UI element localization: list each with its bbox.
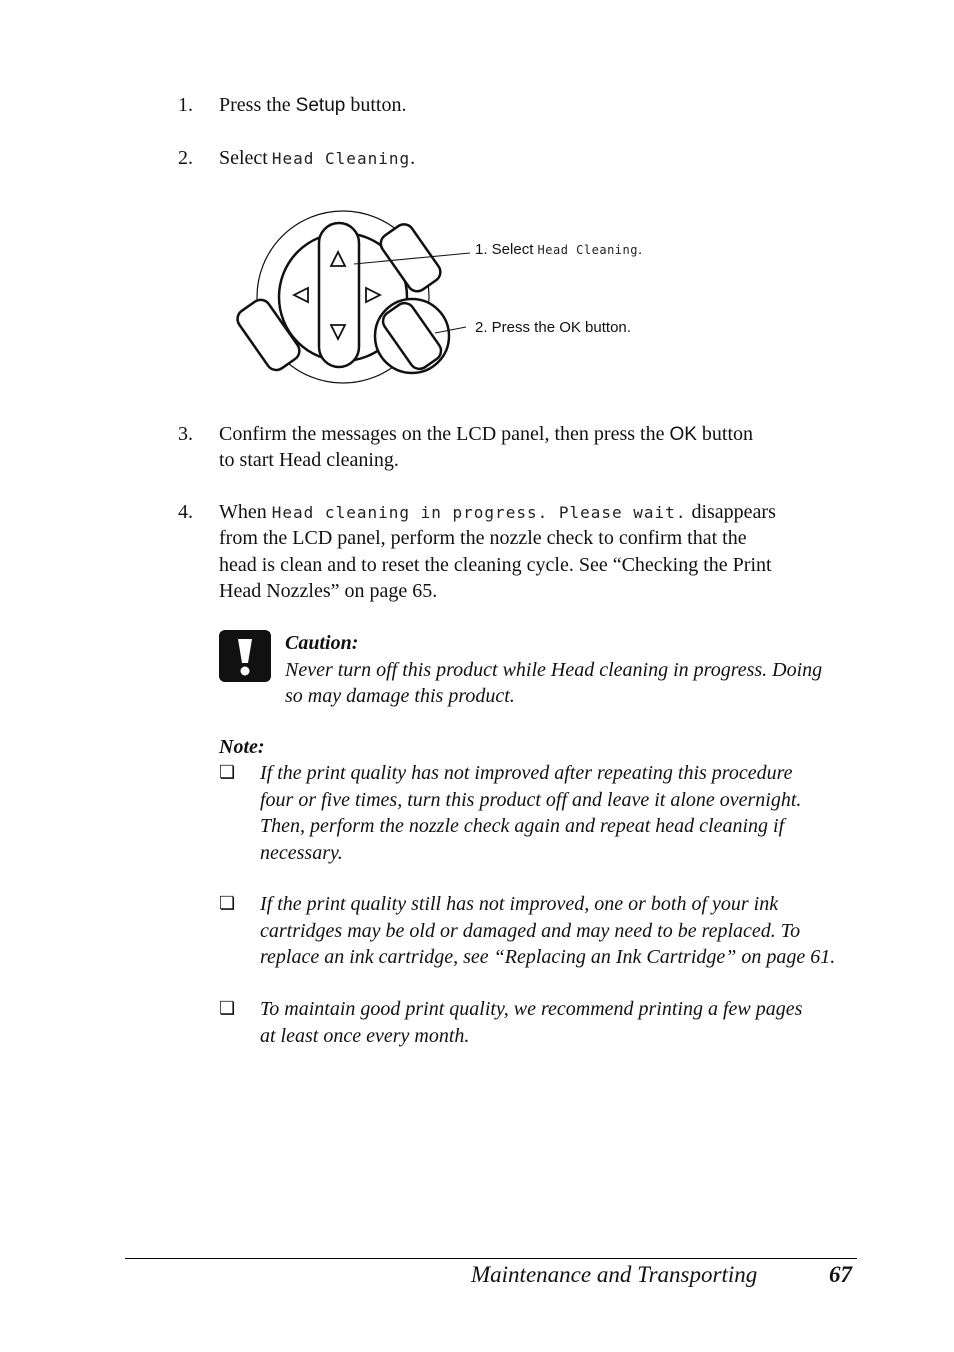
note-text: If the print quality has not improved after repeating this procedure (260, 762, 793, 784)
step-number: 2. (178, 147, 193, 169)
step-text: Head Nozzles” on page 65. (219, 580, 438, 602)
page-number: 67 (829, 1262, 852, 1287)
step-text: button (701, 423, 754, 445)
step-number: 1. (178, 94, 193, 116)
note-text: at least once every month. (260, 1024, 470, 1047)
step-text: button. (350, 94, 407, 116)
caution-title: Caution: (285, 632, 359, 654)
step-text: disappears (691, 501, 776, 523)
diagram-callout-select (475, 241, 642, 258)
step-text: . (410, 147, 416, 169)
step-text: from the LCD panel, perform the nozzle check to confirm that the (219, 527, 747, 549)
step-number: 4. (178, 501, 193, 523)
lcd-text: Head cleaning in progress. Please wait. (271, 503, 687, 522)
note-text: If the print quality still has not improved, one or both of your ink (260, 893, 779, 915)
note-text: replace an ink cartridge, see “Replacing an Ink Cartridge” on page 61. (260, 946, 836, 968)
caution-text: Never turn off this product while Head cleaning in progress. Doing (285, 658, 823, 681)
ok-button-name: OK (669, 424, 697, 445)
callout-text: 1. Select (475, 241, 534, 258)
caution-text: so may damage this product. (285, 685, 515, 707)
lcd-text: Head Cleaning (271, 149, 411, 168)
diagram-callout-ok: 2. Press the OK button. (475, 319, 631, 336)
control-panel-illustration (230, 205, 700, 385)
note-text: four or five times, turn this product off and leave it alone overnight. (260, 788, 802, 811)
step-text: When (219, 501, 267, 523)
note-text: cartridges may be old or damaged and may need to be replaced. To (260, 919, 801, 942)
step-text: Press the (219, 94, 291, 116)
caution-icon (219, 630, 271, 682)
callout-text: . (637, 241, 643, 258)
checkbox-bullet-icon: ❏ (219, 998, 236, 1019)
note-title: Note: (219, 736, 265, 758)
step-text: Select (219, 147, 268, 169)
control-panel-diagram (230, 205, 700, 385)
lcd-text: Head Cleaning (537, 243, 638, 257)
step-number: 3. (178, 423, 193, 445)
checkbox-bullet-icon: ❏ (219, 762, 236, 783)
step-text: Confirm the messages on the LCD panel, then press the (219, 423, 665, 445)
caution-block (285, 630, 865, 710)
step-text: head is clean and to reset the cleaning cycle. See “Checking the Print (219, 553, 772, 576)
setup-button-name: Setup (295, 95, 346, 116)
note-text: necessary. (260, 841, 343, 864)
note-text: To maintain good print quality, we recommend printing a few pages (260, 998, 803, 1020)
note-text: Then, perform the nozzle check again and repeat head cleaning if (260, 815, 785, 837)
checkbox-bullet-icon: ❏ (219, 893, 236, 914)
footer-rule (125, 1258, 857, 1259)
footer-section-title: Maintenance and Transporting (471, 1262, 758, 1287)
step-text: to start Head cleaning. (219, 449, 399, 471)
